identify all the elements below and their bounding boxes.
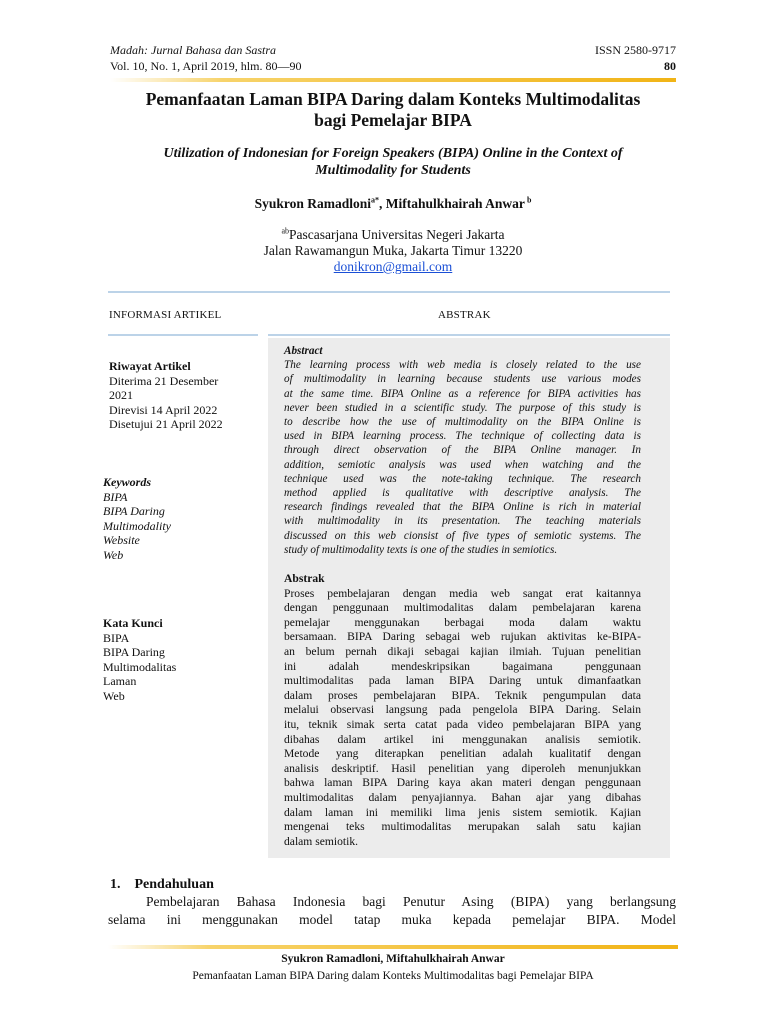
abstrak-line: dalam proses pembelajaran BIPA. Teknik pengumpulan data <box>284 688 641 702</box>
abstrak-line: an belum pernah dikaji sebagai kajian ilmiah. Tujuan penelitian <box>284 644 641 658</box>
title-line-1: Pemanfaatan Laman BIPA Daring dalam Konteks Multimodalitas <box>145 89 641 109</box>
abstract-line: of multimodality in learning because students use various modes <box>284 373 641 386</box>
kata-kunci-item: Laman <box>103 674 137 688</box>
affiliation-institution-line <box>60 227 726 243</box>
kata-kunci-item: Multimodalitas <box>103 659 177 674</box>
abstract-line: with multimodality in its presentation. The teaching materials <box>284 515 641 528</box>
kata-kunci-block <box>103 616 258 703</box>
body-line: selama ini menggunakan model tatap muka kepada pemelajar BIPA. Model <box>108 912 676 927</box>
abstrak-line: multimodalitas dalam penyajiannya. Bahan ajar yang dibahas <box>284 790 641 804</box>
authors <box>60 196 726 212</box>
author-2-marker: b <box>524 195 532 205</box>
section-title: Pendahuluan <box>134 877 214 892</box>
abstract-line: never been studied in a scientific study. The purpose of this study is <box>284 401 641 414</box>
abstract-line: discussed on this web cionsist of five types of semiotic systems. The <box>284 529 641 542</box>
info-left-header: INFORMASI ARTIKEL <box>109 309 222 321</box>
abstract-line: The learning process with web media is closely related to the use <box>284 359 641 372</box>
footer-gold-rule <box>108 945 678 949</box>
footer-title: Pemanfaatan Laman BIPA Daring dalam Konteks Multimodalitas bagi Pemelajar BIPA <box>192 970 594 982</box>
keyword-item: Web <box>103 547 124 562</box>
issn: ISSN 2580-9717 <box>594 43 676 57</box>
page-number: 80 <box>664 59 676 73</box>
affiliation <box>60 227 726 275</box>
section-body <box>108 893 676 929</box>
affiliation-marker: ab <box>281 226 289 236</box>
subtitle-line-2: Multimodality for Students <box>315 163 471 178</box>
keywords-heading: Keywords <box>103 475 151 489</box>
paper-subtitle <box>60 145 726 179</box>
abstrak-line: pemelajar menggunakan berbagai moda dalam waktu <box>284 615 641 629</box>
abstract-line: addition, semiotic analysis was used when watching and the <box>284 458 641 471</box>
section-heading <box>110 877 214 893</box>
email-link[interactable]: donikron@gmail.com <box>333 259 453 274</box>
abstract-line: technique used was the note-taking technique. The research <box>284 472 641 485</box>
title-line-2: bagi Pemelajar BIPA <box>314 110 472 130</box>
history-revised: Direvisi 14 April 2022 <box>109 402 218 417</box>
abstract-heading: Abstract <box>284 345 323 357</box>
author-2: Miftahulkhairah Anwar <box>385 196 525 211</box>
subtitle-line-1: Utilization of Indonesian for Foreign Speakers (BIPA) Online in the Context of <box>163 146 623 161</box>
history-accepted: Disetujui 21 April 2022 <box>109 417 223 431</box>
history-heading: Riwayat Artikel <box>109 359 191 373</box>
abstrak-heading: Abstrak <box>284 572 325 585</box>
abstract-line: method applied is qualitative with descriptive analysis. The <box>284 487 641 500</box>
kata-kunci-item: Web <box>103 688 125 703</box>
abstrak-line: Metode yang diterapkan penelitian adalah kualitatif dengan <box>284 747 641 761</box>
info-top-rule <box>108 291 670 293</box>
abstrak-line: dalam semiotik. <box>284 834 359 848</box>
abstrak-line: dengan penggunaan multimodalitas dalam pembelajaran karena <box>284 601 641 615</box>
abstract-line: study of multimodality texts is one of the studies in semiotics. <box>284 543 558 556</box>
info-right-header: ABSTRAK <box>438 309 491 321</box>
abstract-english <box>284 344 641 557</box>
kata-kunci-heading: Kata Kunci <box>103 616 163 630</box>
keyword-item: Multimodality <box>103 518 171 533</box>
abstract-line: research findings revealed that the BIPA Online is rich in material <box>284 501 641 514</box>
abstrak-line: bersamaan. BIPA Daring sebagai web rujukan aktivitas ke-BIPA- <box>284 630 641 644</box>
abstract-line: used in BIPA learning process. The technique of collecting data is <box>284 430 641 443</box>
keyword-item: BIPA <box>103 489 128 504</box>
abstrak-line: dibahas dalam artikel ini menggunakan analisis semiotik. <box>284 732 641 746</box>
abstrak-line: itu, teknik simak serta catat pada video pembelajaran BIPA yang <box>284 717 641 731</box>
volume-info: Vol. 10, No. 1, April 2019, hlm. 80—90 <box>110 59 302 73</box>
affiliation-institution: Pascasarjana Universitas Negeri Jakarta <box>289 227 505 242</box>
keyword-item: Website <box>103 533 140 547</box>
journal-name: Madah: Jurnal Bahasa dan Sastra <box>110 43 276 57</box>
header-gold-rule <box>110 78 676 82</box>
author-1: Syukron Ramadloni <box>254 196 372 211</box>
abstrak-line: mengenai teks multimodalitas merupakan salah satu kajian <box>284 820 641 834</box>
author-1-marker: a* <box>371 195 380 205</box>
kata-kunci-item: BIPA <box>103 630 130 645</box>
keyword-item: BIPA Daring <box>103 504 165 518</box>
abstract-line: to describe how the use of multimodality on the BIPA Online is <box>284 416 641 429</box>
abstrak-line: bahwa laman BIPA Daring kaya akan materi dengan penggunaan <box>284 776 641 790</box>
author-separator: , <box>379 196 386 211</box>
article-history <box>109 359 259 432</box>
section-number: 1. <box>110 877 121 892</box>
history-received-year: 2021 <box>109 388 133 402</box>
info-left-rule <box>108 334 258 336</box>
paper-title <box>60 89 726 131</box>
abstrak-line: melalui observasi langsung pada pengelola BIPA Daring. Selain <box>284 703 641 717</box>
abstrak-line: dalam laman ini memiliki lima jenis sistem semiotik. Kajian <box>284 805 641 819</box>
abstract-indonesian <box>284 572 641 849</box>
abstrak-line: multimodalitas pada laman BIPA Daring untuk dimanfaatkan <box>284 674 641 688</box>
footer-authors: Syukron Ramadloni, Miftahulkhairah Anwar <box>281 953 505 965</box>
abstrak-line: ini adalah mendeskripsikan bagaimana penggunaan <box>284 659 641 673</box>
abstract-line: at the same time. BIPA Online as a reference for BIPA activities has <box>284 387 641 400</box>
body-line: Pembelajaran Bahasa Indonesia bagi Penutur Asing (BIPA) yang berlangsung <box>146 894 676 909</box>
keywords-block <box>103 475 258 562</box>
info-right-rule <box>268 334 670 336</box>
abstrak-line: analisis deskriptif. Hasil penelitian yang diperoleh menunjukkan <box>284 761 641 775</box>
abstrak-line: Proses pembelajaran dengan media web sangat erat kaitannya <box>284 586 641 600</box>
kata-kunci-item: BIPA Daring <box>103 645 165 659</box>
abstract-line: through direct observation of the BIPA Online manager. In <box>284 444 641 457</box>
affiliation-address: Jalan Rawamangun Muka, Jakarta Timur 13220 <box>263 243 523 258</box>
history-received: Diterima 21 Desember <box>109 373 219 388</box>
